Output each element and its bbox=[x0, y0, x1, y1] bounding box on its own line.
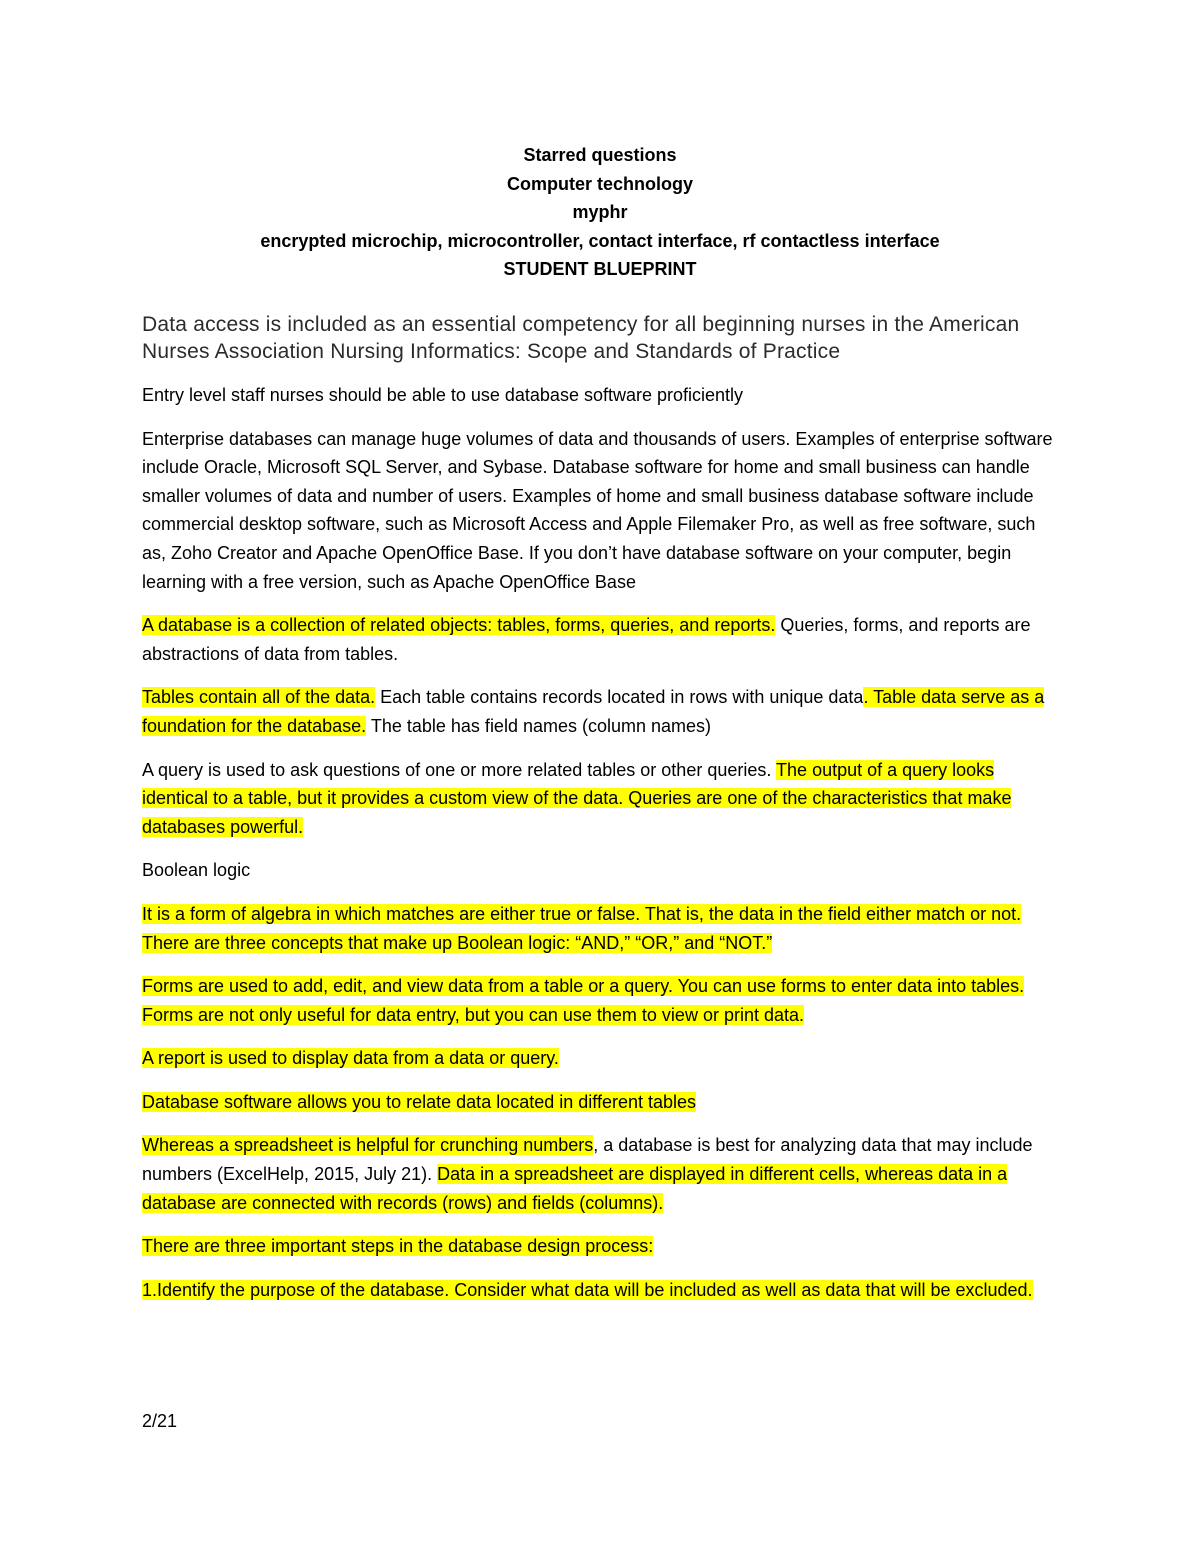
highlighted-text: It is a form of algebra in which matches are either true or false. That is, the data in the field either match or not. There are three concepts that make up Boolean logic: “AND,” “OR,” and “NOT.” bbox=[142, 903, 1022, 953]
highlighted-text: . Table data serve as a foundation for the database. bbox=[142, 687, 1045, 736]
database-definition-paragraph bbox=[142, 611, 1062, 668]
highlighted-text: A report is used to display data from a data or query. bbox=[142, 1048, 559, 1069]
document-body bbox=[142, 311, 1062, 1319]
header-line-student-blueprint: STUDENT BLUEPRINT bbox=[503, 259, 697, 279]
highlighted-text: Forms are used to add, edit, and view data from a table or a query. You can use forms to enter data into tables. Forms are not only useful for data entry, but you can use them to view or print data. bbox=[142, 976, 1025, 1025]
highlighted-text: Tables contain all of the data. bbox=[142, 687, 376, 708]
highlighted-text: The output of a query looks identical to a table, but it provides a custom view of the data. Queries are one of the characteristics that make databases powerful. bbox=[142, 759, 1012, 837]
header-line-starred-questions: Starred questions bbox=[523, 145, 677, 165]
tables-paragraph bbox=[142, 683, 1062, 740]
report-paragraph bbox=[142, 1044, 1062, 1073]
highlighted-text: There are three important steps in the database design process: bbox=[142, 1236, 654, 1257]
relate-paragraph bbox=[142, 1088, 1062, 1117]
header-line-myphr: myphr bbox=[572, 202, 628, 222]
header-line-computer-technology: Computer technology bbox=[506, 173, 693, 194]
highlighted-text: 1.Identify the purpose of the database. Consider what data will be included as well as data that will be excluded. bbox=[142, 1279, 1033, 1300]
boolean-heading: Boolean logic bbox=[142, 860, 251, 881]
design-step-1 bbox=[142, 1276, 1062, 1305]
plain-text: Each table contains records located in rows with unique data bbox=[375, 687, 864, 708]
header-line-microchip: encrypted microchip, microcontroller, contact interface, rf contactless interface bbox=[260, 230, 940, 251]
document-header bbox=[0, 141, 1200, 284]
lead-paragraph: Data access is included as an essential competency for all beginning nurses in the American Nurses Association Nursing Informatics: Scope and Standards of Practice bbox=[142, 313, 1020, 363]
design-steps-intro bbox=[142, 1232, 1062, 1261]
enterprise-paragraph: Enterprise databases can manage huge volumes of data and thousands of users. Examples of enterprise software include Oracle, Microsoft SQL Server, and Sybase. Database software for home and small business can handle smaller volumes of data and number of users. Examples of home and small business database software include commercial desktop software, such as Microsoft Access and Apple Filemaker Pro, as well as free software, such as, Zoho Creator and Apache OpenOffice Base. If you don’t have database software on your computer, begin learning with a free version, such as Apache OpenOffice Base bbox=[142, 428, 1053, 592]
highlighted-text: A database is a collection of related objects: tables, forms, queries, and reports. bbox=[142, 615, 776, 636]
plain-text: The table has field names (column names) bbox=[366, 715, 712, 736]
query-paragraph bbox=[142, 756, 1062, 842]
highlighted-text: Data in a spreadsheet are displayed in different cells, whereas data in a database are connected with records (rows) and fields (columns). bbox=[142, 1164, 1008, 1213]
plain-text: A query is used to ask questions of one or more related tables or other queries. bbox=[142, 759, 777, 780]
page-number: 2/21 bbox=[142, 1411, 178, 1431]
highlighted-text: Database software allows you to relate data located in different tables bbox=[142, 1091, 697, 1112]
plain-text: Queries, forms, and reports are abstractions of data from tables. bbox=[142, 615, 1031, 664]
entry-level-paragraph: Entry level staff nurses should be able to use database software proficiently bbox=[142, 385, 744, 405]
forms-paragraph bbox=[142, 972, 1062, 1029]
plain-text: , a database is best for analyzing data that may include numbers (ExcelHelp, 2015, July 21). bbox=[142, 1135, 1033, 1185]
boolean-definition-paragraph bbox=[142, 900, 1062, 957]
spreadsheet-paragraph bbox=[142, 1131, 1062, 1217]
highlighted-text: Whereas a spreadsheet is helpful for crunching numbers bbox=[142, 1135, 594, 1156]
